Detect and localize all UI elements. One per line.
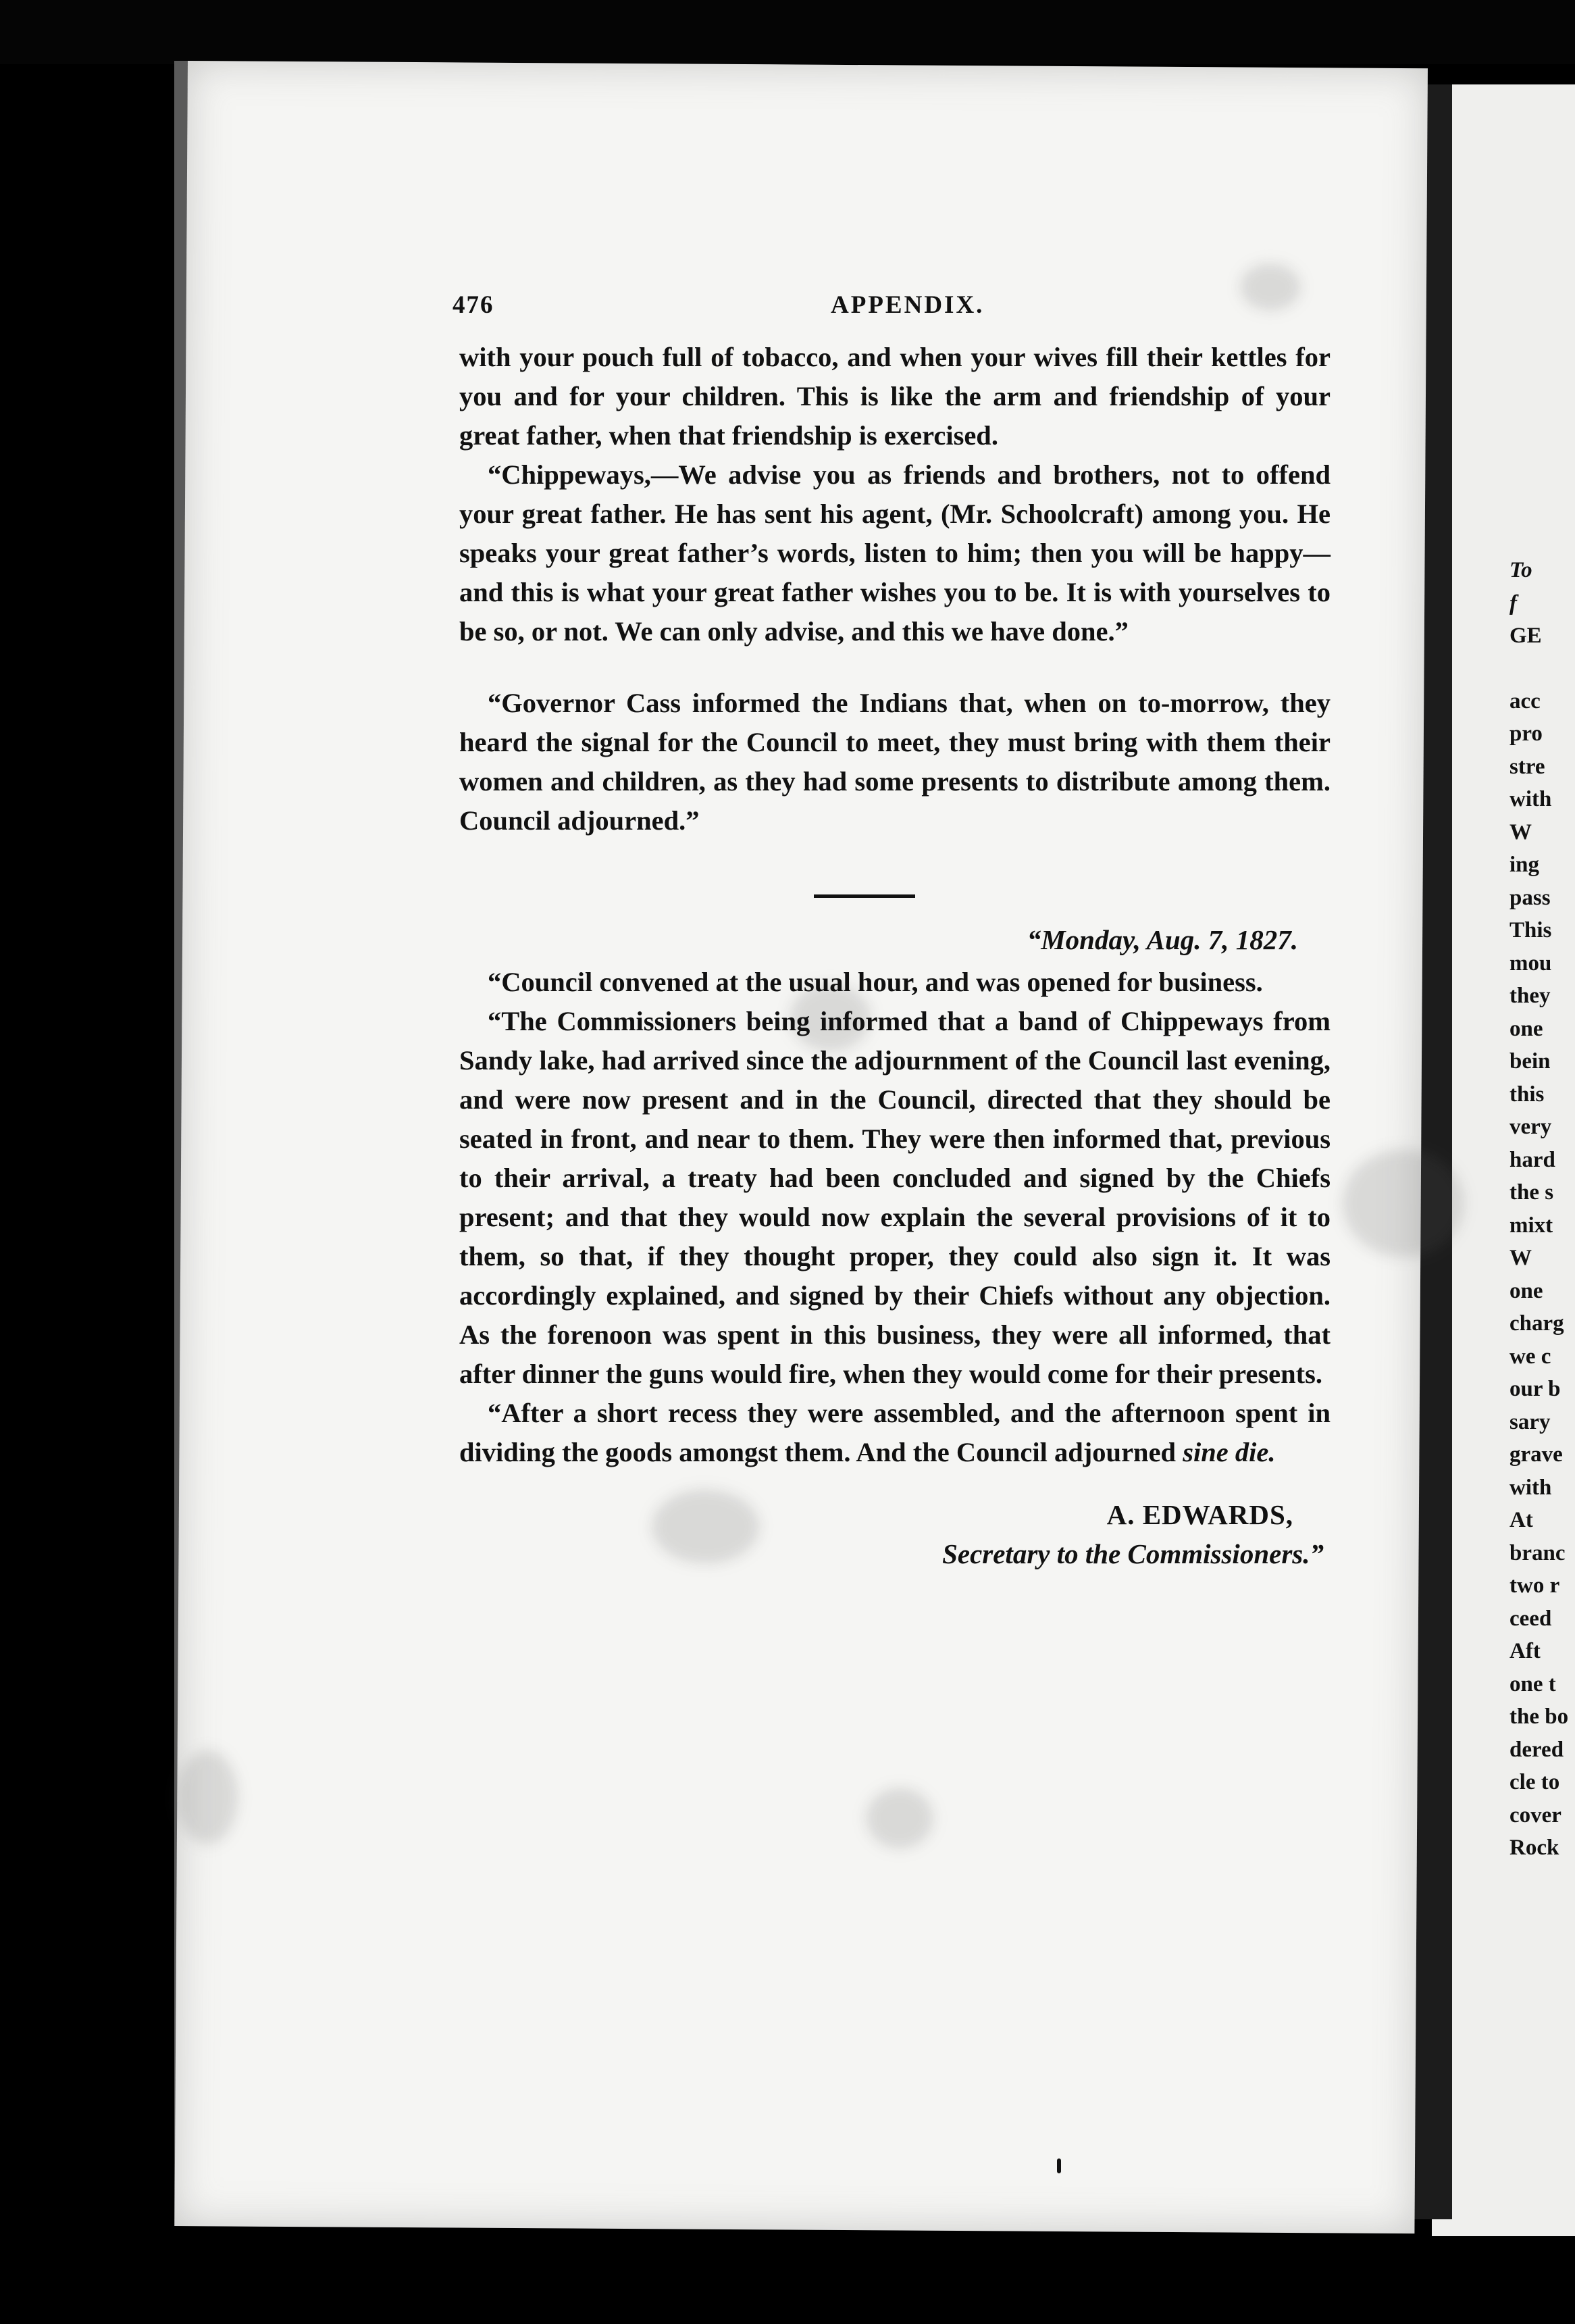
scan-border-top xyxy=(0,0,1575,64)
facing-page-fragment: mou xyxy=(1509,951,1552,976)
facing-page-fragment: one xyxy=(1509,1278,1543,1303)
page-header xyxy=(453,290,1331,338)
facing-page-fragment: one xyxy=(1509,1016,1543,1041)
ink-blot xyxy=(177,1750,238,1845)
facing-page-fragment: we c xyxy=(1509,1344,1551,1369)
facing-page-fragment: this xyxy=(1509,1082,1545,1107)
facing-page-fragment: mixt xyxy=(1509,1213,1553,1238)
paragraph: “Governor Cass informed the Indians that, when on to-morrow, they heard the signal for the Council to meet, they must bring with them their women and children, as they had some presents to distribute among them. Council adjourned.” xyxy=(459,688,1331,836)
paragraph: “Council convened at the usual hour, and was opened for business. xyxy=(488,967,1263,997)
facing-page-fragment: acc xyxy=(1509,688,1541,713)
facing-page-fragment: Rock xyxy=(1509,1836,1559,1860)
facing-page-fragment: dered xyxy=(1509,1737,1564,1762)
facing-page-fragment: pass xyxy=(1509,885,1551,910)
ink-blot xyxy=(866,1788,934,1849)
page-text xyxy=(453,290,1331,1573)
facing-page-fragment: ing xyxy=(1509,853,1540,877)
dateline: “Monday, Aug. 7, 1827. xyxy=(1027,924,1298,955)
facing-page-fragment: with xyxy=(1509,1475,1552,1500)
facing-page-fragment: one t xyxy=(1509,1671,1556,1696)
facing-page-fragment: hard xyxy=(1509,1147,1555,1172)
facing-page-fragment: cover xyxy=(1509,1802,1561,1827)
facing-page-fragment: pro xyxy=(1509,722,1543,746)
facing-page-fragment: ceed xyxy=(1509,1606,1552,1631)
signature-role: Secretary to the Commissioners.” xyxy=(942,1538,1324,1569)
facing-page-fragment: sary xyxy=(1509,1409,1551,1434)
paragraph: “After a short recess they were assembled, and the afternoon spent in dividing the goods amongst them. And the Council adjourned sine die. xyxy=(459,1398,1331,1467)
signature-name: A. EDWARDS, xyxy=(1106,1499,1293,1530)
paragraph: “Chippeways,—We advise you as friends and brothers, not to offend your great father. He has sent his agent, (Mr. Schoolcraft) among you. He speaks your great father’s words, listen to him; then you will be happy—and this is what your great father wishes you to be. It is with yourselves to be so, or not. We can only advise, and this we have done.” xyxy=(459,459,1331,647)
page-number: 476 xyxy=(453,291,494,319)
facing-page-fragment: This xyxy=(1509,918,1552,942)
facing-page-fragment: W xyxy=(1509,819,1532,844)
spacer xyxy=(1509,653,1568,685)
facing-page-fragment: two r xyxy=(1509,1573,1560,1598)
paragraph: with your pouch full of tobacco, and when your wives fill their kettles for you and for your children. This is like the arm and friendship of your great father, when that friendship is exercised. xyxy=(459,342,1331,451)
facing-page-fragment: very xyxy=(1509,1115,1552,1139)
facing-page-fragment: grave xyxy=(1509,1442,1563,1467)
facing-page-fragment: with xyxy=(1509,787,1552,811)
facing-page-fragment: the bo xyxy=(1509,1704,1569,1729)
facing-page-fragment: GE xyxy=(1509,624,1542,648)
facing-page-fragment: branc xyxy=(1509,1540,1566,1565)
facing-page-fragment: they xyxy=(1509,984,1551,1008)
facing-page-fragment: the s xyxy=(1509,1180,1554,1205)
facing-page-fragment: Aft xyxy=(1509,1639,1541,1663)
facing-page-text xyxy=(1509,554,1568,1865)
signature-block xyxy=(459,1495,1331,1573)
facing-page-fragment: At xyxy=(1509,1508,1533,1532)
paragraph: “The Commissioners being informed that a band of Chippeways from Sandy lake, had arrived since the adjournment of the Council last evening, and were now present and in the Council, directed that they should be seated in front, and near to them. They were then informed that, previous to their arrival, a treaty had been concluded and signed by the Chiefs present; and that they would now explain the several provisions of it to them, so that, if they thought proper, they could also sign it. It was accordingly explained, and signed by their Chiefs without any objection. As the forenoon was spent in this business, they were all informed, that after dinner the guns would fire, when they would come for their presents. xyxy=(459,1006,1331,1389)
section-rule xyxy=(814,894,915,898)
facing-page-fragment: W xyxy=(1509,1246,1532,1270)
facing-page-fragment: our b xyxy=(1509,1377,1561,1401)
facing-page-fragment: charg xyxy=(1509,1311,1564,1336)
ink-blot xyxy=(1342,1148,1464,1257)
running-head: APPENDIX. xyxy=(831,291,985,319)
facing-page-fragment: To xyxy=(1509,558,1532,582)
facing-page-fragment: cle to xyxy=(1509,1770,1560,1794)
facing-page-fragment: f xyxy=(1509,590,1517,615)
facing-page-fragment: bein xyxy=(1509,1049,1551,1073)
ink-mark xyxy=(1057,2158,1061,2173)
facing-page-fragment: stre xyxy=(1509,754,1545,779)
